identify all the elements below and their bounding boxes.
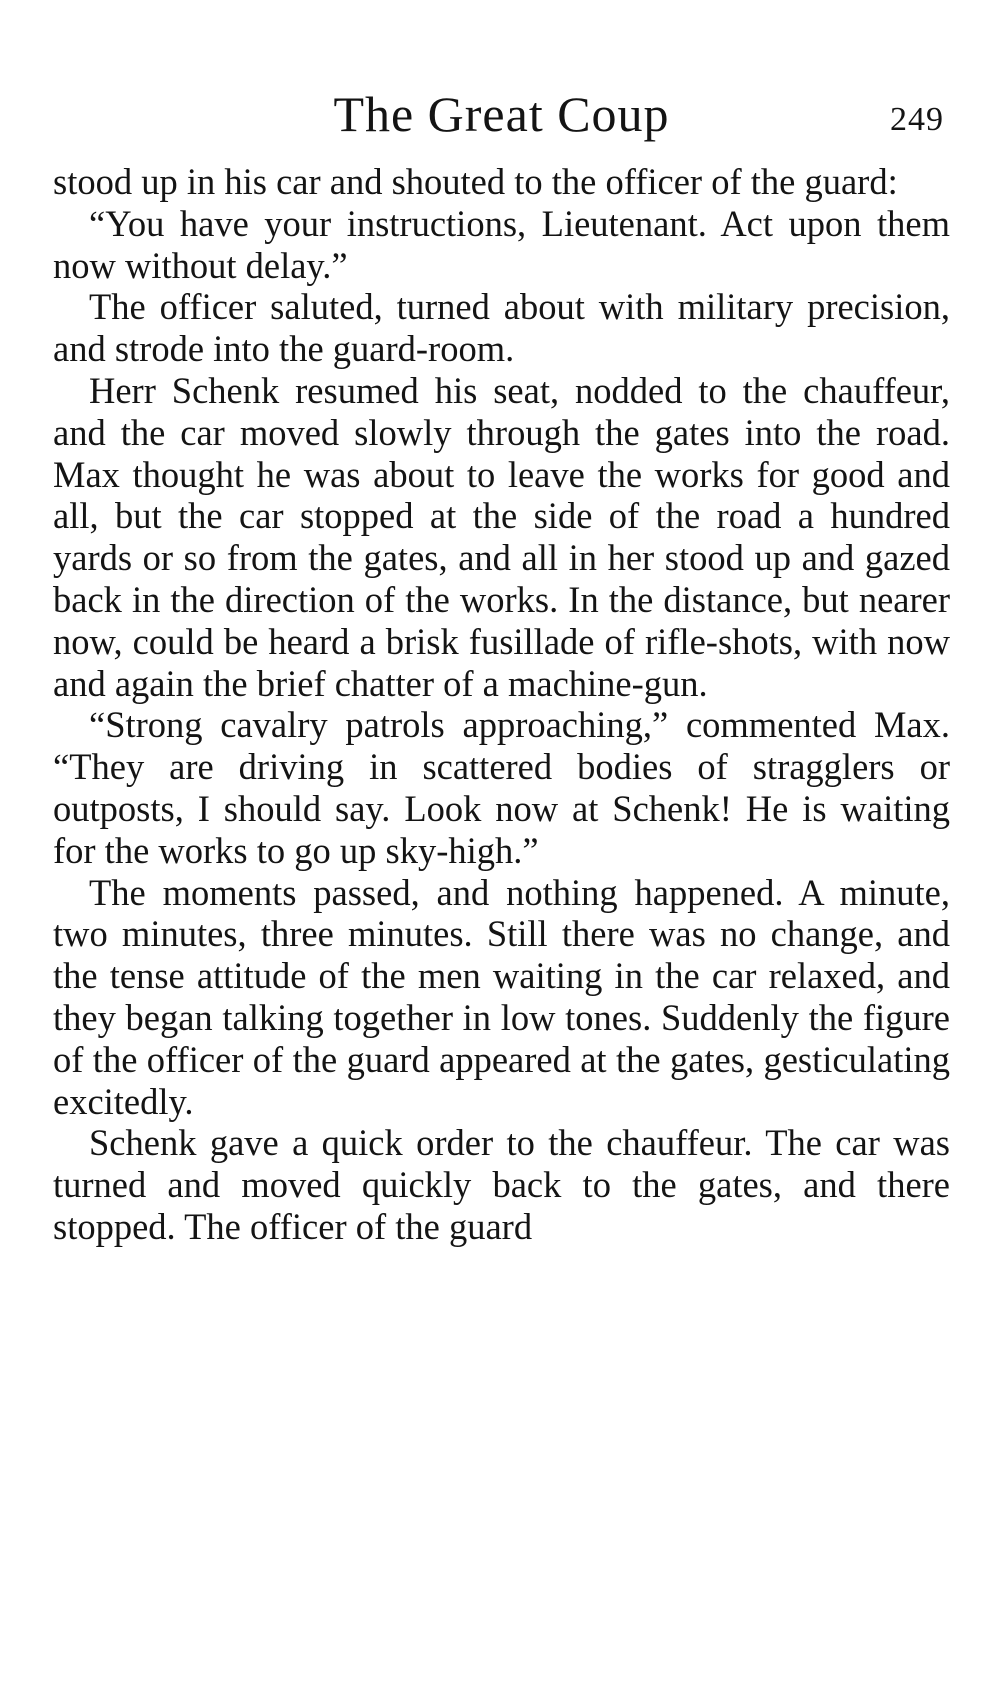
page-header — [53, 82, 950, 152]
page-number: 249 — [890, 101, 944, 138]
body-text — [53, 161, 950, 1248]
paragraph: “You have your instructions, Lieutenant. Act upon them now without delay.” — [53, 202, 950, 286]
running-title: The Great Coup — [333, 86, 670, 142]
paragraph: stood up in his car and shouted to the officer of the guard: — [53, 161, 898, 202]
paragraph: Herr Schenk resumed his seat, nodded to the chauffeur, and the car moved slowly through the gates into the road. Max thought he was about to leave the works for good and all, but the car stopped at the side of the road a hundred yards or so from the gates, and all in her stood up and gazed back in the direction of the works. In the distance, but nearer now, could be heard a brisk fusillade of rifle-shots, with now and again the brief chatter of a machine-gun. — [53, 369, 950, 704]
paragraph: The officer saluted, turned about with military precision, and strode into the guard-room. — [53, 286, 950, 370]
paragraph: Schenk gave a quick order to the chauffeur. The car was turned and moved quickly back to the gates, and there stopped. The officer of the guard — [53, 1122, 950, 1247]
paragraph: “Strong cavalry patrols approaching,” commented Max. “They are driving in scattered bodies of stragglers or outposts, I should say. Look now at Schenk! He is waiting for the works to go up sky-high.” — [53, 704, 950, 871]
paragraph: The moments passed, and nothing happened. A minute, two minutes, three minutes. Still there was no change, and the tense attitude of the men waiting in the car relaxed, and they began talking together in low tones. Suddenly the figure of the officer of the guard appeared at the gates, gesticulating excitedly. — [53, 871, 950, 1122]
